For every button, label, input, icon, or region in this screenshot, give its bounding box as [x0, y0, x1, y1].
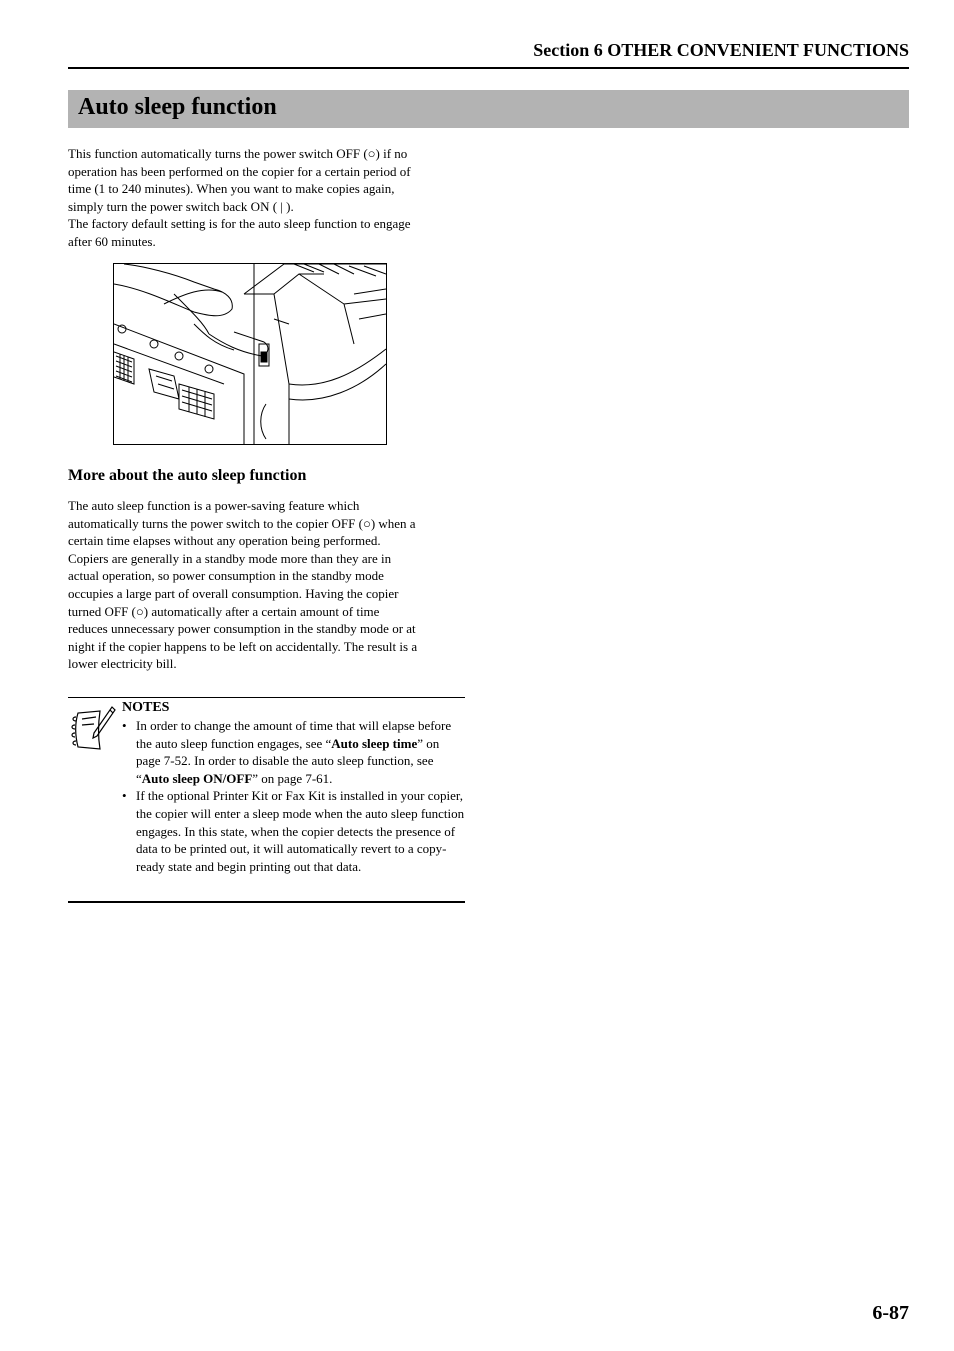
intro-paragraph — [68, 145, 468, 251]
notes-label: NOTES — [122, 700, 170, 715]
notepad-pencil-icon — [70, 703, 116, 751]
list-item — [122, 787, 466, 875]
section-subheading: More about the auto sleep function — [68, 467, 307, 484]
bullet: • — [122, 718, 127, 733]
intro-line: operation has been performed on the copier for a certain period of — [68, 163, 411, 179]
intro-line: time (1 to 240 minutes). When you want to make copies again, — [68, 181, 395, 197]
bullet: • — [122, 788, 127, 804]
cross-reference: Auto sleep ON/OFF — [141, 770, 253, 786]
body-line: The auto sleep function is a power-saving feature which — [68, 498, 360, 513]
notes-list — [122, 717, 466, 875]
notes-top-rule — [68, 697, 465, 698]
body-paragraph — [68, 497, 466, 673]
cross-reference: Auto sleep time — [331, 735, 418, 751]
body-line: actual operation, so power consumption in the standby mode — [68, 568, 384, 584]
page-number: 6-87 — [872, 1302, 909, 1324]
section-title: Section 6 OTHER CONVENIENT FUNCTIONS — [533, 40, 909, 60]
body-line: automatically turns the power switch to the copier OFF (○) when a — [68, 515, 416, 531]
intro-line: This function automatically turns the power switch OFF (○) if no — [68, 146, 408, 161]
body-line: night if the copier happens to be left on accidentally. The result is a — [68, 638, 418, 654]
body-line: lower electricity bill. — [68, 656, 177, 672]
copier-power-switch-illustration — [113, 263, 387, 445]
notes-bottom-rule — [68, 901, 465, 903]
body-line: reduces unnecessary power consumption in the standby mode or at — [68, 621, 416, 637]
intro-line: simply turn the power switch back ON ( | ). — [68, 198, 294, 214]
title-bar — [68, 90, 909, 128]
list-item — [122, 717, 466, 787]
header-rule — [68, 67, 909, 69]
body-line: occupies a large part of overall consumption. Having the copier — [68, 585, 399, 601]
page-title: Auto sleep function — [78, 94, 277, 120]
note-text: ” on page 7-52. In order to disable the auto sleep function, see “ — [136, 735, 440, 786]
body-line: certain time elapses without any operation being performed. — [68, 533, 381, 549]
note-text: ” on page 7-61. — [252, 770, 333, 786]
note-text: In order to change the amount of time that will elapse before the auto sleep function engages, see “ — [136, 718, 452, 751]
intro-line: The factory default setting is for the auto sleep function to engage — [68, 216, 411, 232]
note-text: If the optional Printer Kit or Fax Kit is installed in your copier, the copier will enter a sleep mode when the auto sleep function engages. In this state, when the copier detects the presence of data to be printed out, it will automatically revert to a copy-ready state and begin printing out that data. — [136, 788, 465, 874]
intro-line: after 60 minutes. — [68, 233, 156, 249]
body-line: Copiers are generally in a standby mode more than they are in — [68, 550, 392, 566]
body-line: turned OFF (○) automatically after a certain amount of time — [68, 603, 380, 619]
